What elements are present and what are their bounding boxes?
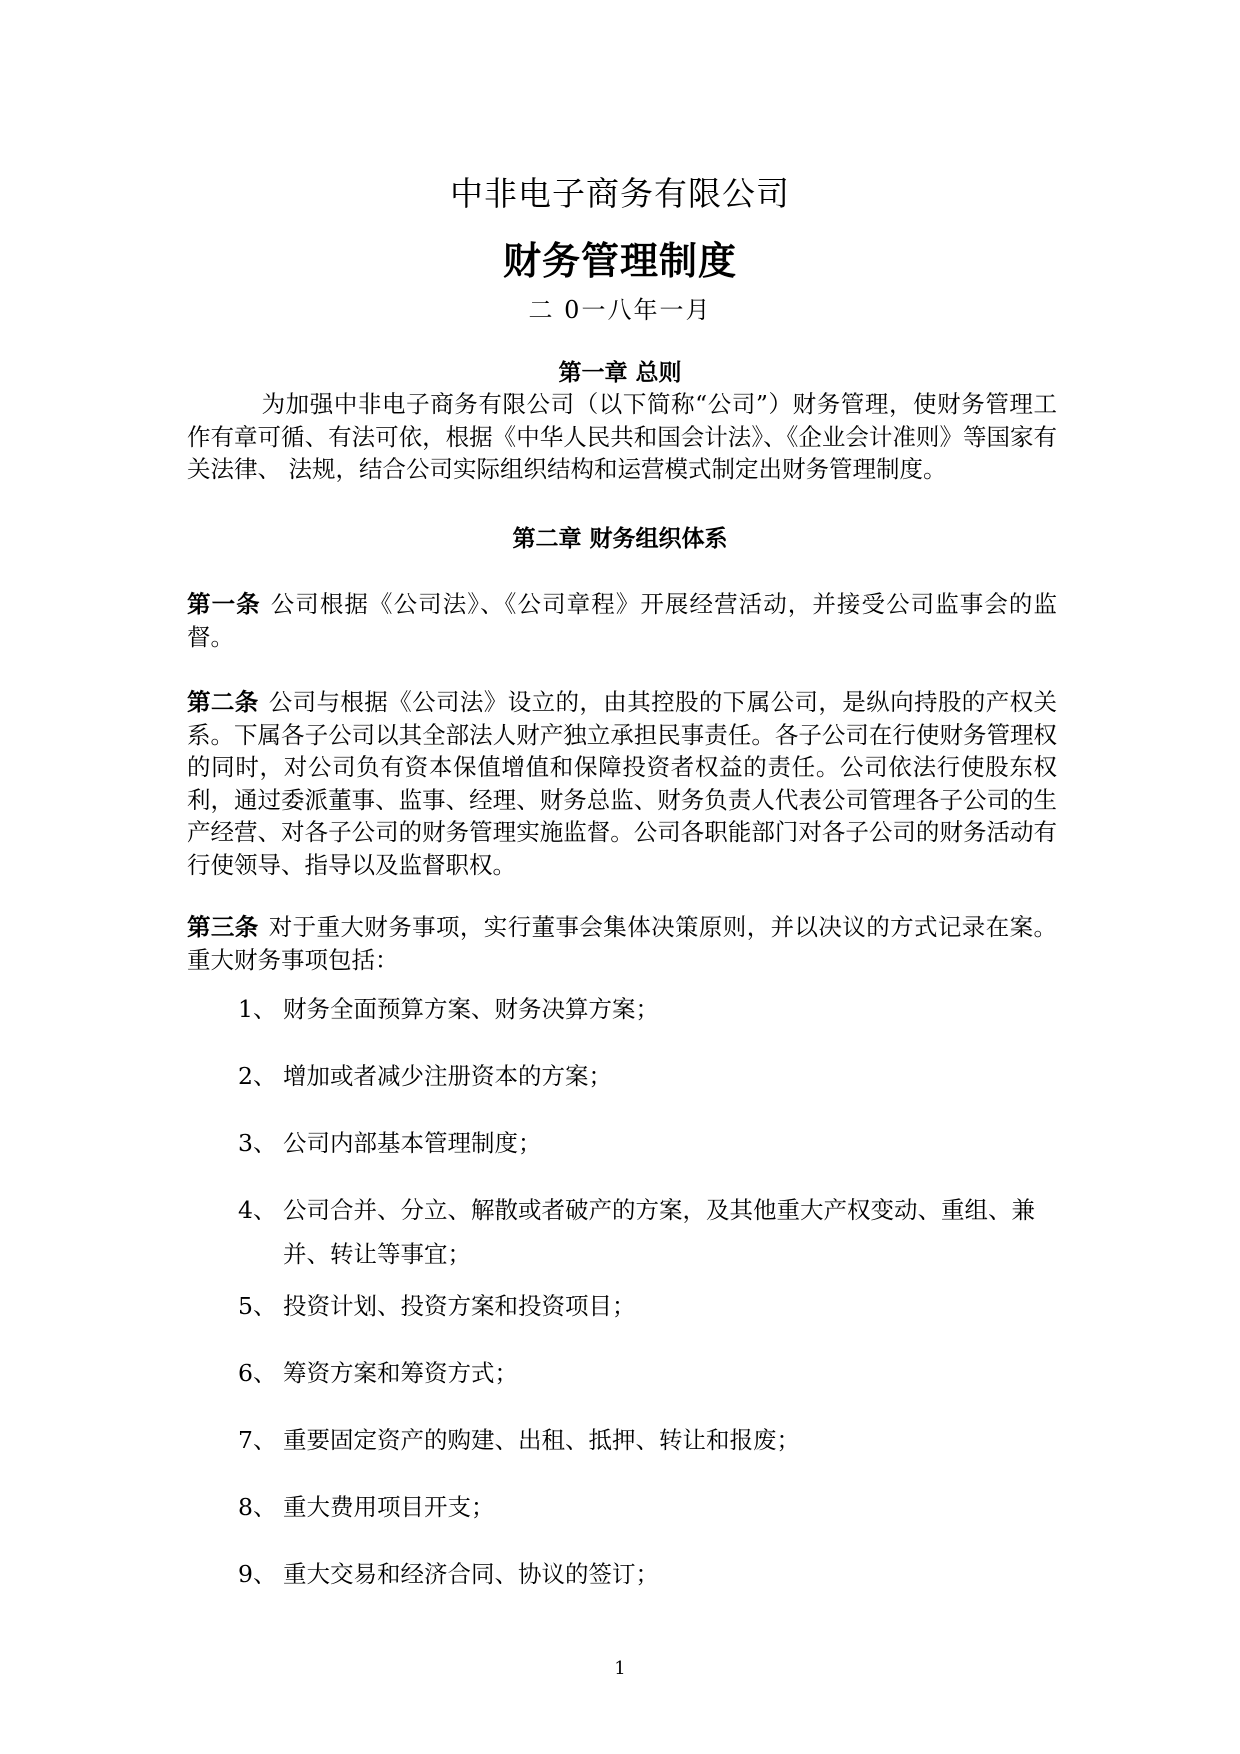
- list-item-number: 3、: [238, 1129, 277, 1157]
- list-item: [238, 1188, 1058, 1276]
- list-item-number: 6、: [238, 1359, 277, 1387]
- list-item-number: 5、: [238, 1292, 277, 1320]
- list-item-text: 财务全面预算方案、财务决算方案；: [283, 995, 659, 1023]
- list-item-text: 重大费用项目开支；: [283, 1493, 495, 1521]
- document-date: 二 0一八年一月: [528, 296, 712, 324]
- list-item-number: 7、: [238, 1426, 277, 1454]
- article-1: [187, 588, 1057, 653]
- article-text: 公司与根据《公司法》设立的，由其控股的下属公司，是纵向持股的产权关系。下属各子公司以其全部法人财产独立承担民事责任。各子公司在行使财务管理权的同时，对公司负有资本保值增值和保障投资者权益的责任。公司依法行使股东权利，通过委派董事、监事、经理、财务总监、财务负责人代表公司管理各子公司的生产经营、对各子公司的财务管理实施监督。公司各职能部门对各子公司的财务活动有行使领导、指导以及监督职权。: [187, 688, 1058, 879]
- article-2: [187, 686, 1057, 881]
- article-label: 第二条: [187, 688, 259, 716]
- chapter-2-heading: 第二章 财务组织体系: [512, 525, 728, 552]
- article-text: 公司根据《公司法》、《公司章程》开展经营活动，并接受公司监事会的监督。: [187, 590, 1058, 651]
- list-item-text: 公司合并、分立、解散或者破产的方案，及其他重大产权变动、重组、兼并、转让等事宜；: [283, 1196, 1035, 1268]
- article-label: 第三条: [187, 913, 259, 941]
- list-item-text: 公司内部基本管理制度；: [283, 1129, 542, 1157]
- document-title: 财务管理制度: [502, 238, 737, 283]
- list-item-number: 4、: [238, 1196, 277, 1224]
- article-3: [187, 911, 1057, 976]
- chapter-1-heading: 第一章 总则: [558, 359, 682, 386]
- list-item-text: 重大交易和经济合同、协议的签订；: [283, 1560, 659, 1588]
- page-number: 1: [614, 1658, 626, 1679]
- list-item: [238, 1054, 1058, 1098]
- list-item-number: 2、: [238, 1062, 277, 1090]
- list-item-text: 筹资方案和筹资方式；: [283, 1359, 518, 1387]
- list-item-text: 投资计划、投资方案和投资项目；: [283, 1292, 636, 1320]
- chapter-1-text: 为加强中非电子商务有限公司（以下简称“公司”）财务管理，使财务管理工作有章可循、有法可依，根据《中华人民共和国会计法》、《企业会计准则》等国家有关法律、 法规，结合公司实际组织结构和运营模式制定出财务管理制度。: [187, 390, 1057, 483]
- list-item: [238, 1552, 1058, 1596]
- list-item-number: 1、: [238, 995, 277, 1023]
- list-item-number: 8、: [238, 1493, 277, 1521]
- list-item: [238, 1418, 1058, 1462]
- article-text: 对于重大财务事项，实行董事会集体决策原则，并以决议的方式记录在案。重大财务事项包括：: [187, 913, 1058, 974]
- list-item: [238, 1121, 1058, 1165]
- list-item: [238, 987, 1058, 1031]
- list-item-text: 增加或者减少注册资本的方案；: [283, 1062, 612, 1090]
- list-item-number: 9、: [238, 1560, 277, 1588]
- list-item: [238, 1284, 1058, 1328]
- company-name: 中非电子商务有限公司: [450, 174, 790, 213]
- list-item-text: 重要固定资产的购建、出租、抵押、转让和报废；: [283, 1426, 800, 1454]
- article-label: 第一条: [187, 590, 261, 618]
- list-item: [238, 1485, 1058, 1529]
- chapter-1-paragraph: [187, 388, 1057, 486]
- list-item: [238, 1351, 1058, 1395]
